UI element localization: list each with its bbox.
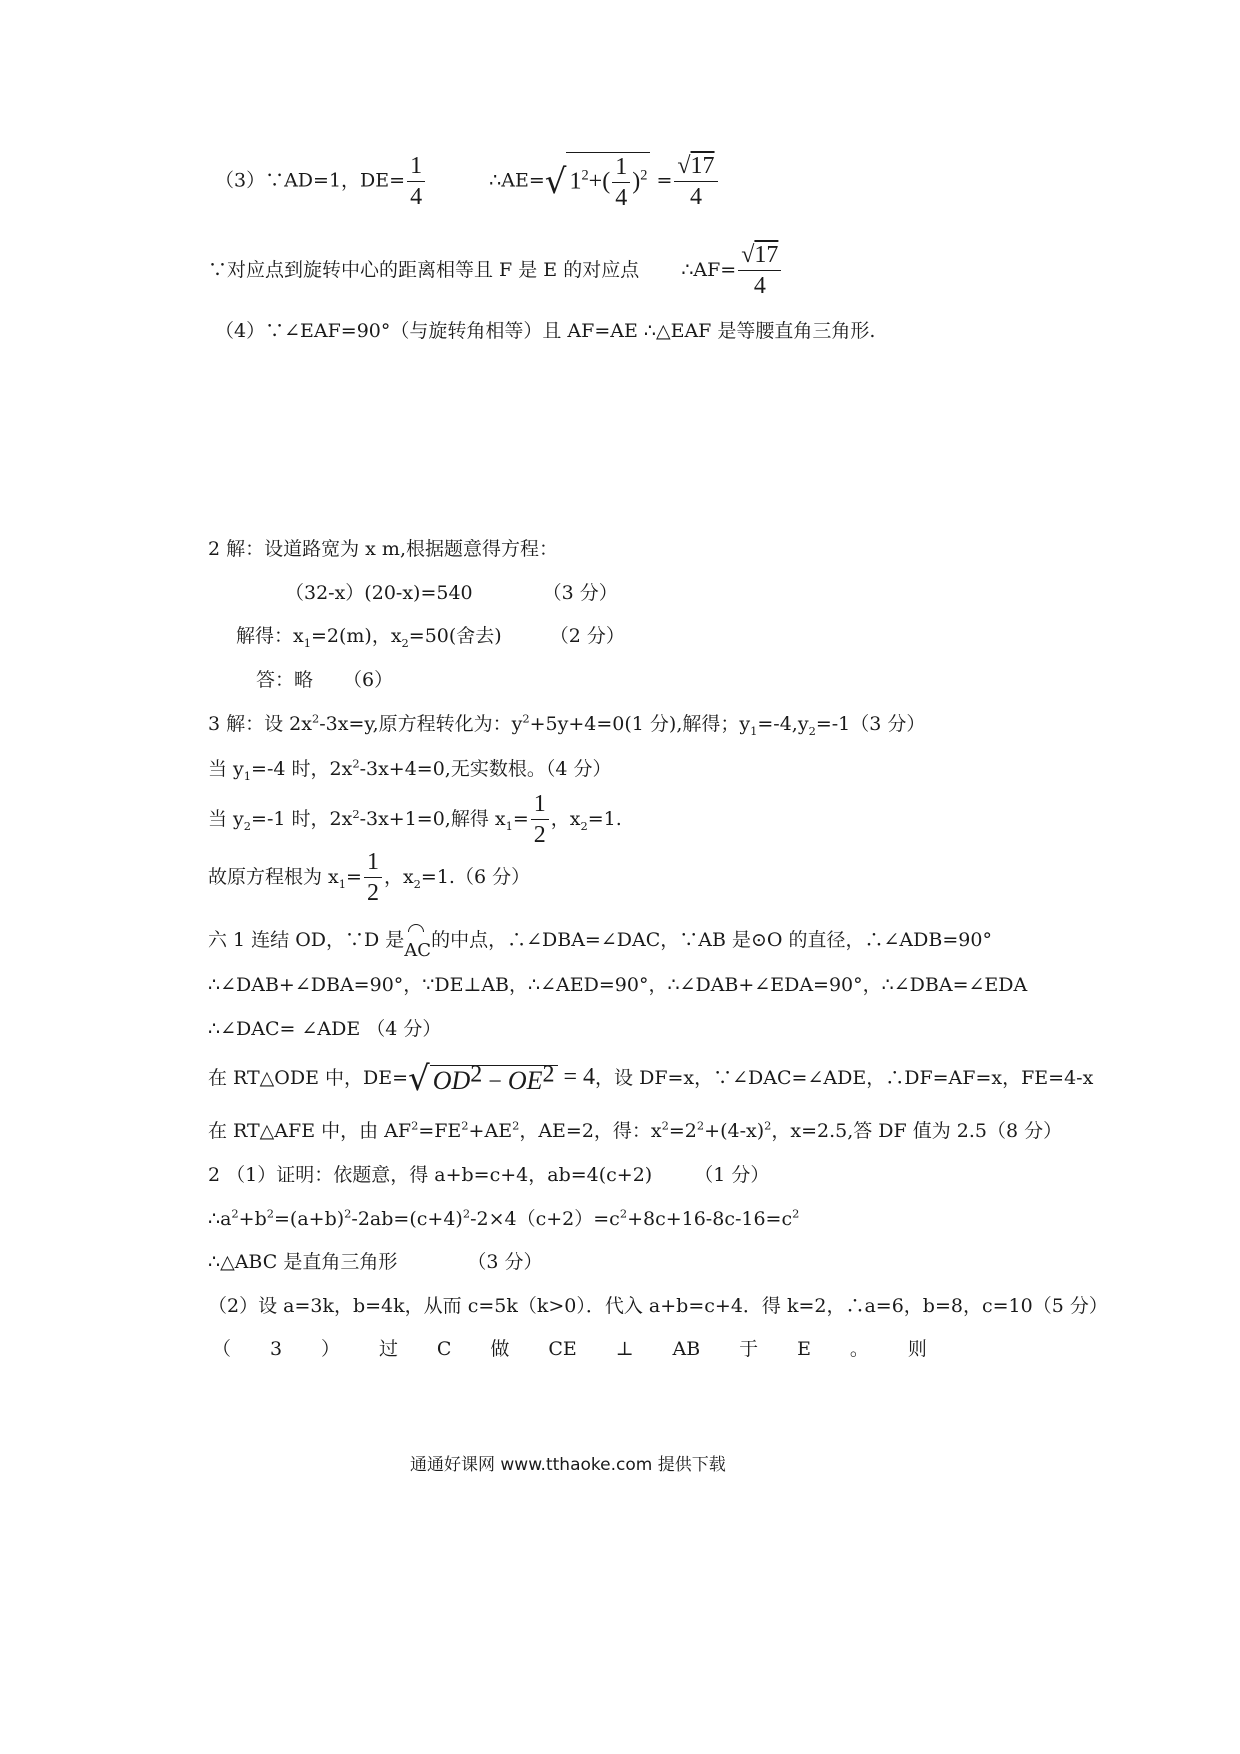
- q6-line-4: 在 RT△ODE 中，DE=√ $OD^2 - OE^2 = 4$，设 DF=x，∵∠DAC=∠ADE，∴DF=AF=x，FE=4-x: [208, 1059, 1094, 1099]
- q6-line-5: 在 RT△AFE 中，由 $AF^2=FE^2+AE^2$，AE=2，得：$x^2=2^2+(4-x)^2$，x=2.5,答 DF 值为 2.5（8 分）: [208, 1118, 1063, 1142]
- text: ∴AE=: [489, 169, 545, 192]
- sqrt-od-oe: √ $OD^2 - OE^2$: [408, 1062, 557, 1096]
- fraction-1-2: $\frac{1}{2}$: [364, 850, 382, 906]
- fraction-sqrt17-4: $\frac{√17}{4}$: [738, 243, 781, 299]
- q2-solution: 解得：$x_1=2(m)$，$x_2=50$(舍去) （2 分）: [236, 625, 625, 650]
- q6-2-line-5: （ 3 ） 过 C 做 CE ⊥ AB 于 E 。 则: [212, 1338, 927, 1360]
- arc-ac: AC: [404, 940, 432, 961]
- q6-line-1: 六 1 连结 OD，∵D 是AC的中点，∴∠DBA=∠DAC，∵AB 是⊙O 的直径，∴∠ADB=90°: [208, 929, 992, 961]
- text: （3）∵AD=1，DE=: [215, 169, 406, 192]
- sqrt-expression: √ $1^2+$( $\frac{1}{4}$ )$^2$: [545, 152, 651, 211]
- q3-line-2: 当 $y_1=-4$ 时，$2x^2-3x+4=0$,无实数根。（4 分）: [208, 756, 612, 783]
- fraction-sqrt17-4: $\frac{√17}{4}$: [674, 154, 717, 210]
- q6-line-2: ∴∠DAB+∠DBA=90°，∵DE⊥AB，∴∠AED=90°，∴∠DAB+∠EDA=90°，∴∠DBA=∠EDA: [208, 974, 1028, 996]
- text: ∵对应点到旋转中心的距离相等且 F 是 E 的对应点: [208, 259, 640, 282]
- page-footer: 通通好课网 www.tthaoke.com 提供下载: [410, 1455, 726, 1475]
- fraction-1-4: $\frac{1}{4}$: [407, 154, 425, 210]
- q3-line-4: 故原方程根为 $x_1=$ $\frac{1}{2}$ ，$x_2=1.(6$ 分）: [208, 849, 531, 907]
- q2-answer: 答：略 （6）: [256, 669, 394, 691]
- line-4-eaf: （4）∵∠EAF=90°（与旋转角相等）且 AF=AE ∴△EAF 是等腰直角三角形.: [215, 320, 876, 342]
- q6-2-line-3: ∴△ABC 是直角三角形 （3 分）: [208, 1251, 543, 1273]
- q2-title: 2 解：设道路宽为 x m,根据题意得方程：: [208, 538, 558, 560]
- q2-equation: （32-x）(20-x)=540 （3 分）: [285, 582, 618, 604]
- q6-line-3: ∴∠DAC= ∠ADE （4 分）: [208, 1018, 442, 1040]
- fraction-1-2: $\frac{1}{2}$: [531, 792, 549, 848]
- q3-line-1: 3 解：设 $2x^2-3x=y$,原方程转化为：$y^2+5y+4=0(1$ 分),解得；$y_1=-4,y_2=-1(3$ 分）: [208, 711, 926, 738]
- q6-2-line-1: 2 （1）证明：依题意，得 a+b=c+4，ab=4(c+2) （1 分）: [208, 1164, 770, 1186]
- line-af: [208, 243, 783, 299]
- line-3-ae: [215, 152, 720, 211]
- text: =: [656, 169, 673, 192]
- q6-2-line-2: $\therefore a^2+b^2=(a+b)^2-2ab=(c+4)^2-2\times 4(c+2)=c^2+8c+16-8c-16=c^2$: [208, 1206, 800, 1230]
- q3-line-3: 当 $y_2=-1$ 时，$2x^2-3x+1=0$,解得 $x_1=$ $\frac{1}{2}$ ，$x_2=1$.: [208, 791, 622, 849]
- text: ∴AF=: [681, 259, 737, 282]
- q6-2-line-4: （2）设 a=3k，b=4k，从而 c=5k（k>0）．代入 a+b=c+4．得 k=2，∴a=6，b=8，c=10（5 分）: [208, 1295, 1108, 1317]
